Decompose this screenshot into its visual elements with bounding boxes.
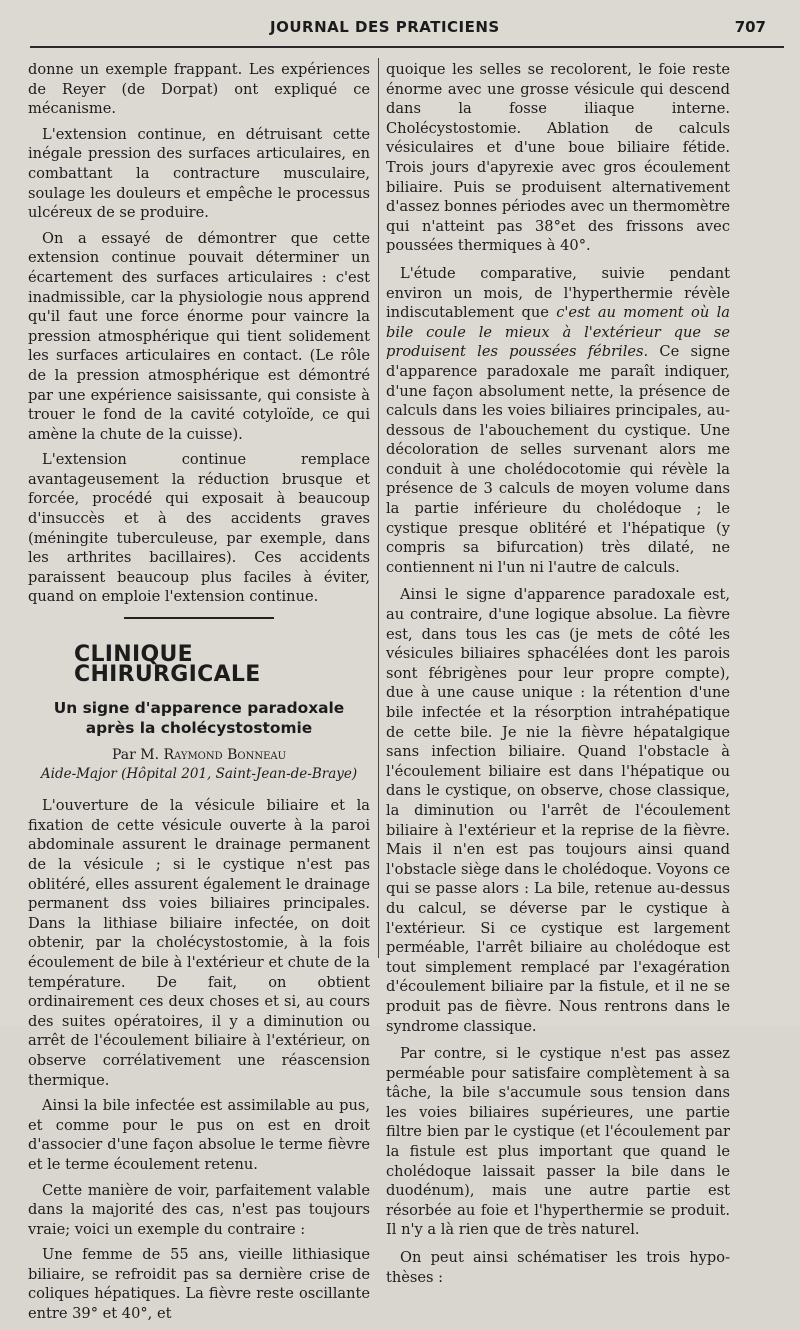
paragraph-text: Ce signe d'apparence paradoxale me paraît indiquer, d'une façon absolument nette, la présence de calculs dans les voies biliaires principales, au-dessous de l'abouchement du cystique. Une décoloration de selles survenant alors me conduit à une cholédocotomie qui révèle la présence de 3 calculs de moyen volume dans la partie inférieure du cholédoque ; le cystique presque oblitéré et l'hépatique (y compris sa bifurcation) très dilaté, ne contiennent ni l'un ni l'autre de calculs. xyxy=(386,343,730,576)
paragraph: Cette manière de voir, parfaitement valable dans la majorité des cas, n'est pas toujours vraie; voici un exemple du contraire : xyxy=(28,1181,370,1238)
section-separator xyxy=(124,617,274,619)
column-divider xyxy=(378,58,379,958)
byline-prefix: Par M. xyxy=(111,747,160,764)
article-title-line: après la cholécystostomie xyxy=(85,719,313,738)
paragraph: On a essayé de démontrer que cette extension continue pouvait déterminer un écartement des surfaces articulaires : c'est inadmissible, car la physiologie nous apprend qu'il faut une force énorme pour vaincre la pression atmosphérique qui tient solidement les surfaces articulaires en contact. (Le rôle de la pression atmosphérique est démontré par une expérience saisissante, qui consiste à trouer le fond de la cavité cotyloïde, ce qui amène la chute de la cuisse). xyxy=(28,229,370,443)
author-affiliation: Aide-Major (Hôpital 201, Saint-Jean-de-Braye) xyxy=(40,766,358,783)
paragraph: Par contre, si le cystique n'est pas assez perméable pour satisfaire complètement à sa tâche, la bile s'accumule sous tension dans les voies biliaires supérieures, une partie filtre bien par le cystique (et l'écoulement par la fistule est plus important que quand le cholédoque laissait passer la bile dans le duodénum), mais une autre partie est résorbée au foie et l'hyperthermie se produit. Il n'y a là rien que de très naturel. xyxy=(386,1045,730,1239)
paragraph: Ainsi la bile infectée est assimilable au pus, et comme pour le pus on est en droit d'associer d'une façon absolue le terme fièvre et le terme écoulement retenu. xyxy=(28,1097,370,1173)
paragraph: L'ouverture de la vésicule biliaire et la fixation de cette vésicule ouverte à la paroi abdominale assurent le drainage permanent de la vésicule ; si le cystique n'est pas oblitéré, elles assurent également le drainage permanent dss voies biliaires principales. Dans la lithiase biliaire infectée, on doit obtenir, par la cholécystostomie, à la fois écoulement de bile à l'extérieur et chute de la température. De fait, on obtient ordinairement ces deux choses et si, au cours des suites opératoires, il y a diminution ou arrêt de l'écoulement biliaire à l'extérieur, on observe corrélativement une réascension thermique. xyxy=(28,797,370,1089)
section-heading: CLINIQUE CHIRURGICALE xyxy=(74,642,261,687)
running-header xyxy=(30,12,766,36)
left-column xyxy=(28,60,370,1330)
paragraph: L'extension continue, en détruisant cette inégale pression des surfaces articulaires, en combattant la contracture musculaire, soulage les douleurs et empêche le processus ulcéreux de se produire. xyxy=(28,125,370,222)
header-rule xyxy=(30,46,784,48)
author-name: Raymond Bonneau xyxy=(163,747,287,764)
right-column xyxy=(386,60,730,1295)
paragraph: quoique les selles se recolorent, le foie reste énorme avec une grosse vésicule qui descend dans la fosse iliaque interne. Cholécystostomie. Ablation de calculs vésiculaires et d'une boue biliaire fétide. Trois jours d'apyrexie avec gros écoulement biliaire. Puis se produisent alternativement d'assez bonnes périodes avec un thermomètre qui n'atteint pas 38°et des frissons avec poussées thermiques à 40°. xyxy=(386,61,730,255)
paragraph: On peut ainsi schématiser les trois hypothèses : xyxy=(386,1249,730,1286)
article-title xyxy=(28,698,370,738)
emphasized-text: c'est au moment où la bile coule le mieux à l'extérieur que se produisent les poussées fébriles. xyxy=(386,304,730,361)
page-number: 707 xyxy=(734,18,766,36)
article-title-line: Un signe d'apparence paradoxale xyxy=(53,699,345,718)
paragraph-text: L'étude comparative, suivie pendant environ un mois, de l'hyperthermie révèle indiscutablement que xyxy=(386,264,730,322)
paragraph: Ainsi le signe d'apparence paradoxale est, au contraire, d'une logique absolue. La fièvre est, dans tous les cas (je mets de côté les vésicules biliaires sphacélées dont les parois sont fébrigènes pour leur propre compte), due à une cause unique : la rétention d'une bile infectée et la résorption intrahépatique de cette bile. Je nie la fièvre hépatalgique sans infection biliaire. Quand l'obstacle à l'écoulement biliaire est dans l'hépatique ou dans le cystique, on observe, chose classique, la diminution ou l'arrêt de l'écoulement biliaire à l'extérieur et la reprise de la fièvre. Mais il n'en est pas toujours ainsi quand l'obstacle siège dans le cholédoque. Voyons ce qui se passe alors : La bile, retenue au-dessus du calcul, se déverse par le cystique à l'extérieur. Si ce cystique est largement perméable, l'arrêt biliaire au cholédoque est tout simplement remplacé par l'exagération d'écoulement biliaire par la fistule, et il ne se produit pas de fièvre. Nous rentrons dans le syndrome classique. xyxy=(386,586,730,1035)
journal-title: JOURNAL DES PRATICIENS xyxy=(270,18,500,36)
paragraph: L'extension continue remplace avantageusement la réduction brusque et forcée, procédé qui exposait à beaucoup d'insuccès et à des accidents graves (méningite tuberculeuse, par exemple, dans les arthrites bacillaires). Ces accidents paraissent beaucoup plus faciles à éviter, quand on emploie l'extension continue. xyxy=(28,451,370,606)
paragraph xyxy=(386,264,730,578)
paragraph: Une femme de 55 ans, vieille lithiasique biliaire, se refroidit pas sa dernière crise de coliques hépatiques. La fièvre reste oscillante entre 39° et 40°, et xyxy=(28,1246,370,1323)
byline xyxy=(28,746,370,765)
paragraph: donne un exemple frappant. Les expériences de Reyer (de Dorpat) ont expliqué ce mécanisme. xyxy=(28,61,370,118)
